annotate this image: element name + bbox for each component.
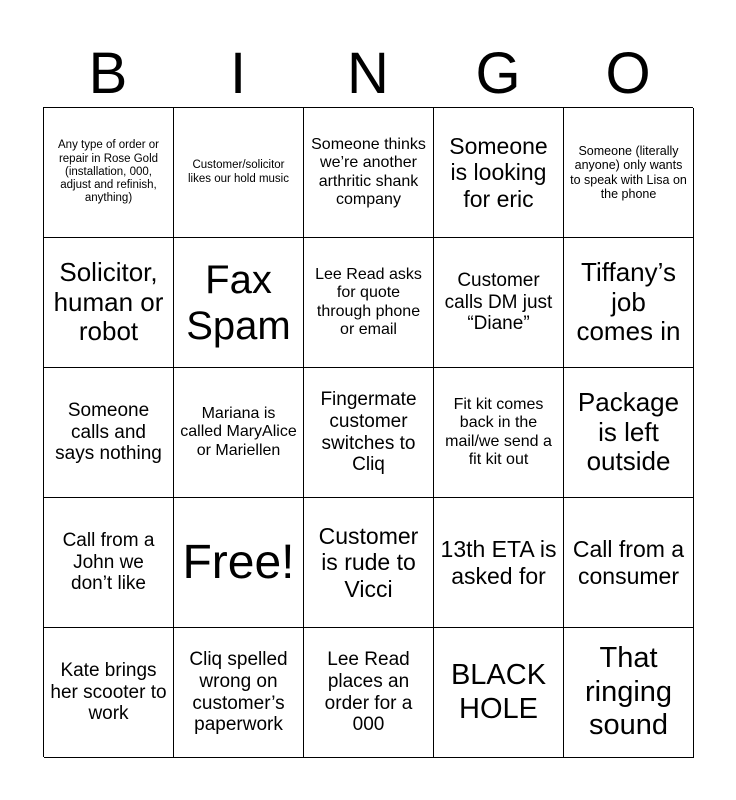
cell-text: Cliq spelled wrong on customer’s paperwork (189, 648, 288, 736)
cell-text: Someone thinks we’re another arthritic shank company (311, 135, 426, 208)
header-letter-i: I (229, 41, 247, 106)
bingo-cell[interactable] (434, 628, 564, 758)
cell-text: BLACK HOLE (450, 659, 547, 725)
bingo-cell[interactable] (434, 498, 564, 628)
cell-text: Call from a John we don’t like (62, 529, 155, 595)
header-letter-b: B (88, 41, 128, 106)
bingo-cell[interactable] (44, 628, 174, 758)
bingo-cell[interactable] (434, 108, 564, 238)
bingo-cell[interactable] (564, 368, 694, 498)
cell-text: Kate brings her scooter to work (50, 659, 167, 725)
bingo-cell[interactable] (304, 108, 434, 238)
cell-text: Someone is looking for eric (449, 132, 548, 212)
cell-text: Mariana is called MaryAlice or Mariellen (180, 404, 297, 459)
bingo-cell[interactable] (564, 498, 694, 628)
cell-text: Any type of order or repair in Rose Gold (installation, 000, adjust and refinish, anything) (58, 139, 159, 205)
bingo-cell[interactable] (174, 238, 304, 368)
bingo-cell[interactable] (174, 108, 304, 238)
header-letter-o: O (605, 41, 651, 106)
cell-text: Solicitor, human or robot (53, 256, 164, 347)
header-letter-n: N (347, 41, 389, 106)
cell-text: Someone (literally anyone) only wants to speak with Lisa on the phone (570, 143, 687, 201)
bingo-cell[interactable] (304, 238, 434, 368)
cell-text: Lee Read places an order for a 000 (324, 648, 413, 736)
bingo-cell[interactable] (564, 108, 694, 238)
cell-text: Tiffany’s job comes in (576, 256, 681, 347)
bingo-cell[interactable] (44, 368, 174, 498)
cell-text: Customer calls DM just “Diane” (444, 269, 553, 335)
cell-text: Package is left outside (577, 386, 680, 477)
bingo-cell[interactable] (564, 628, 694, 758)
cell-text: Call from a consumer (572, 536, 685, 589)
bingo-cell[interactable] (174, 498, 304, 628)
bingo-cell[interactable] (44, 238, 174, 368)
bingo-cell[interactable] (434, 368, 564, 498)
bingo-header (43, 40, 693, 108)
cell-text: Customer is rude to Vicci (318, 522, 419, 602)
cell-text: Customer/solicitor likes our hold music (188, 159, 289, 185)
free-space: Free! (182, 535, 295, 589)
cell-text: That ringing sound (584, 642, 673, 742)
bingo-cell[interactable] (44, 498, 174, 628)
cell-text: Someone calls and says nothing (55, 399, 162, 465)
bingo-cell[interactable] (174, 368, 304, 498)
bingo-cell[interactable] (304, 498, 434, 628)
cell-text: Fingermate customer switches to Cliq (320, 388, 417, 476)
bingo-cell[interactable] (304, 628, 434, 758)
bingo-cell[interactable] (304, 368, 434, 498)
cell-text: Fit kit comes back in the mail/we send a fit kit out (445, 395, 552, 468)
header-letter-g: G (475, 41, 521, 106)
bingo-cell[interactable] (564, 238, 694, 368)
cell-text: Fax Spam (186, 257, 291, 348)
bingo-grid (43, 107, 693, 757)
bingo-cell[interactable] (44, 108, 174, 238)
cell-text: Lee Read asks for quote through phone or email (315, 265, 422, 338)
bingo-cell[interactable] (434, 238, 564, 368)
bingo-cell[interactable] (174, 628, 304, 758)
cell-text: 13th ETA is asked for (440, 536, 557, 589)
